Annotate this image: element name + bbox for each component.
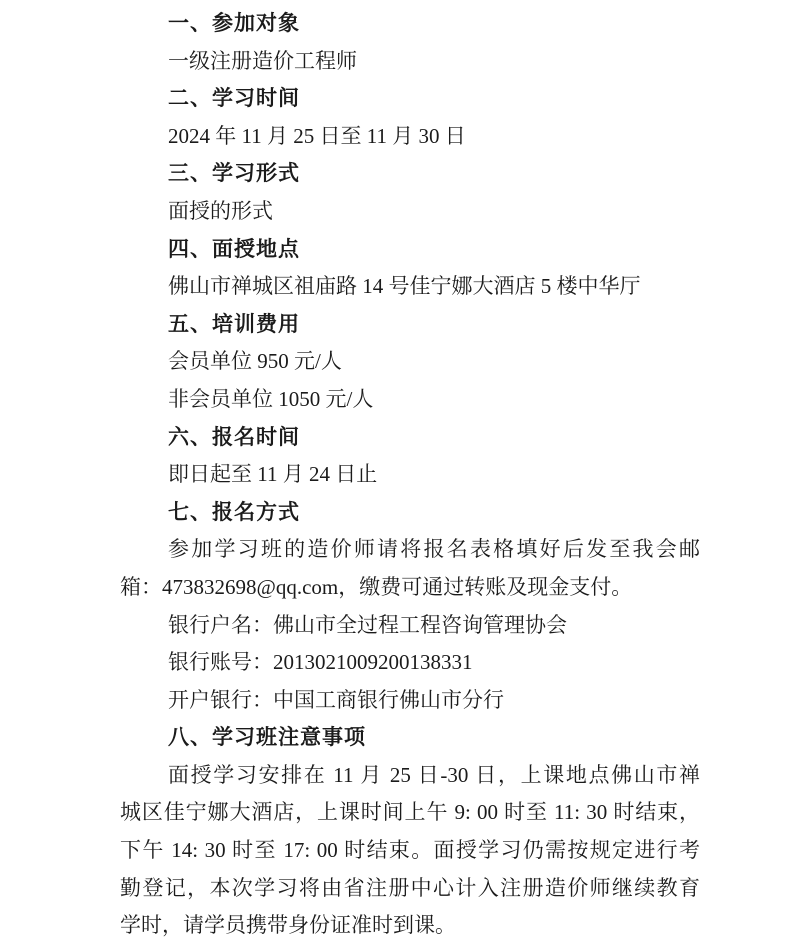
text-line: 银行账号：2013021009200138331 <box>168 650 473 675</box>
text-line: 一级注册造价工程师 <box>168 48 357 73</box>
section-heading: 二、学习时间 <box>168 86 300 111</box>
section-heading: 四、面授地点 <box>168 236 300 261</box>
text-line: 城区佳宁娜大酒店，上课时间上午 9: 00 时至 11: 30 时结束， <box>120 800 700 825</box>
text-line: 即日起至 11 月 24 日止 <box>168 462 378 487</box>
section-heading: 八、学习班注意事项 <box>168 725 366 750</box>
text-line: 开户银行：中国工商银行佛山市分行 <box>168 687 504 712</box>
document-body <box>120 5 700 945</box>
text-line: 佛山市禅城区祖庙路 14 号佳宁娜大酒店 5 楼中华厅 <box>168 274 641 299</box>
text-line: 非会员单位 1050 元/人 <box>168 386 374 411</box>
section-heading: 六、报名时间 <box>168 424 300 449</box>
text-line: 学时，请学员携带身份证准时到课。 <box>120 913 456 938</box>
section-heading: 五、培训费用 <box>168 311 300 336</box>
section-heading: 三、学习形式 <box>168 161 300 186</box>
text-line: 下午 14: 30 时至 17: 00 时结束。面授学习仍需按规定进行考 <box>120 838 700 863</box>
text-line: 箱：473832698@qq.com，缴费可通过转账及现金支付。 <box>120 574 633 599</box>
text-line: 会员单位 950 元/人 <box>168 349 342 374</box>
text-line: 银行户名：佛山市全过程工程咨询管理协会 <box>168 612 567 637</box>
section-heading: 七、报名方式 <box>168 499 300 524</box>
text-line: 勤登记，本次学习将由省注册中心计入注册造价师继续教育 <box>120 875 700 900</box>
text-line: 面授的形式 <box>168 198 273 223</box>
text-line: 面授学习安排在 11 月 25 日-30 日，上课地点佛山市禅 <box>168 762 700 787</box>
text-line: 2024 年 11 月 25 日至 11 月 30 日 <box>168 123 466 148</box>
section-heading: 一、参加对象 <box>168 11 300 35</box>
text-line: 参加学习班的造价师请将报名表格填好后发至我会邮 <box>168 537 700 562</box>
